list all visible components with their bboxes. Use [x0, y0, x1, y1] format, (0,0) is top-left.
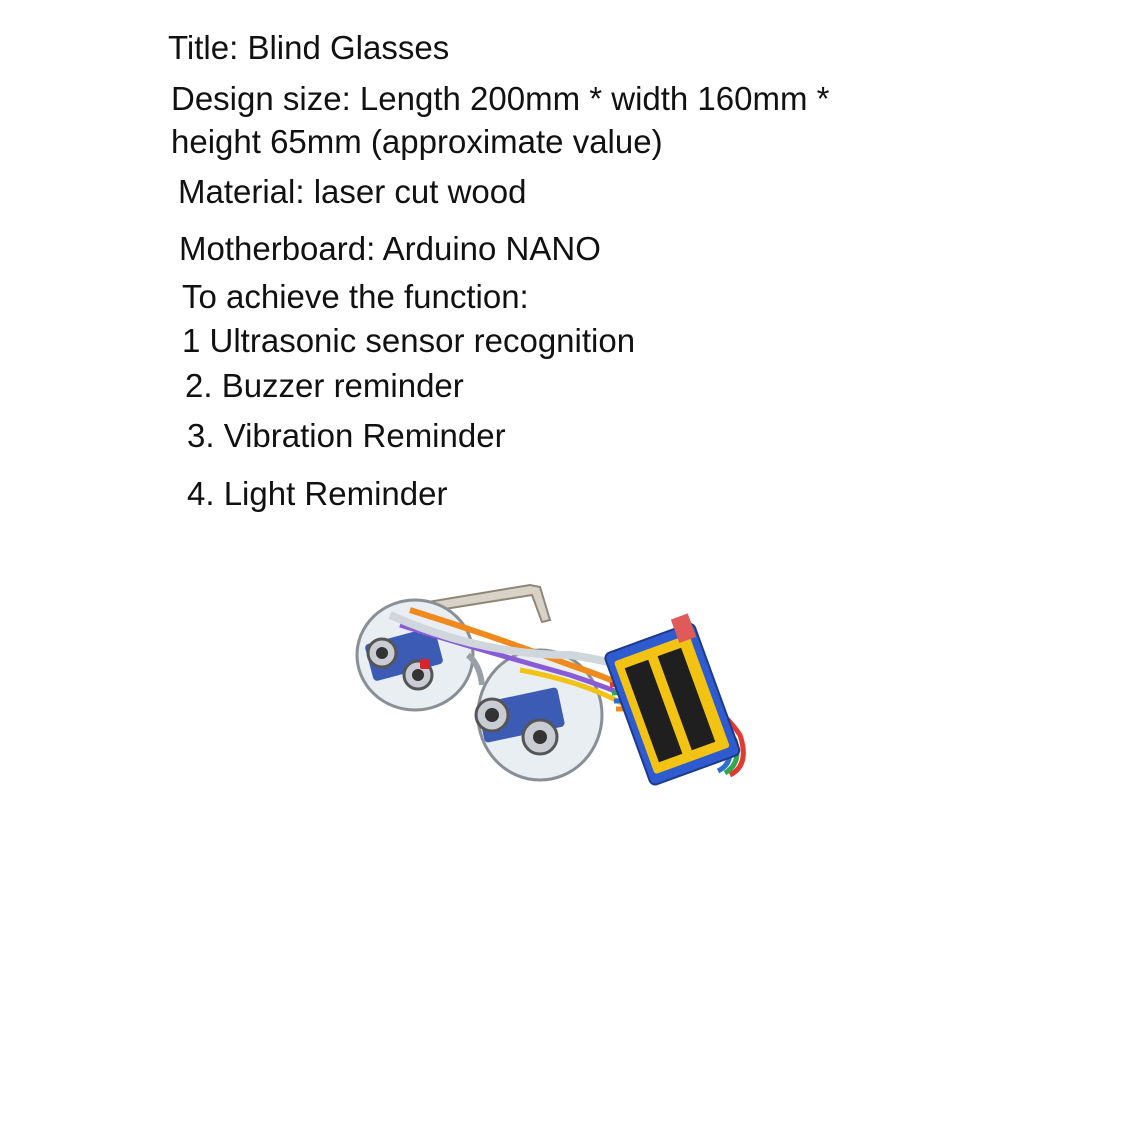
design-size-line-2: height 65mm (approximate value): [171, 123, 663, 160]
title-line: Title: Blind Glasses: [168, 29, 450, 66]
red-led: [420, 659, 430, 669]
design-size-line-1: Design size: Length 200mm * width 160mm *: [171, 80, 830, 117]
function-heading: To achieve the function:: [182, 278, 529, 315]
material-line: Material: laser cut wood: [178, 173, 527, 210]
motherboard-line: Motherboard: Arduino NANO: [179, 230, 601, 267]
function-item-1: 1 Ultrasonic sensor recognition: [182, 322, 636, 359]
function-item-4: 4. Light Reminder: [187, 475, 448, 512]
function-item-3: 3. Vibration Reminder: [187, 417, 506, 454]
arduino-board: [600, 613, 741, 786]
function-item-2: 2. Buzzer reminder: [185, 367, 464, 404]
blind-glasses-photo: [340, 575, 780, 800]
